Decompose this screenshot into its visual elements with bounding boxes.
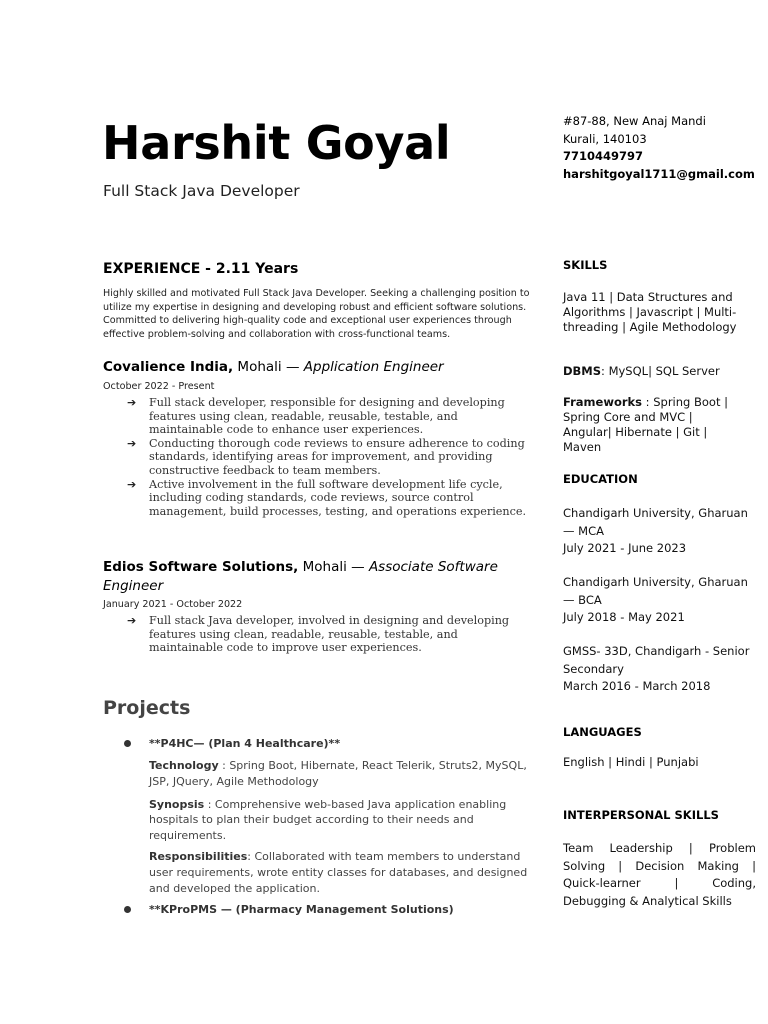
job-entry [103, 558, 510, 655]
project-synopsis: Synopsis : Comprehensive web-based Java application enabling hospitals to plan their budget according to their needs and requirements. [149, 797, 507, 843]
arrow-icon: ➔ [127, 614, 137, 627]
job-title: Full Stack Java Developer [103, 182, 300, 200]
job-company: Covalience India, [103, 359, 234, 375]
email-address: harshitgoyal1711@gmail.com [563, 166, 755, 181]
project-responsibilities: Responsibilities: Collaborated with team members to understand user requirements, wrote entity classes for databases, and designed and developed the application. [149, 849, 528, 895]
education-heading: EDUCATION [563, 472, 638, 486]
job-role: Associate Software Engineer [103, 559, 498, 594]
arrow-icon: ➔ [127, 477, 137, 491]
arrow-icon: ➔ [127, 396, 137, 409]
job-bullets [103, 614, 533, 655]
skills-heading: SKILLS [563, 258, 608, 272]
job-heading [103, 558, 503, 596]
project-item [103, 737, 533, 896]
job-bullets [103, 396, 533, 518]
job-entry [103, 358, 533, 518]
job-company: Edios Software Solutions, [103, 559, 299, 575]
education-dates: March 2016 - March 2018 [563, 679, 711, 693]
job-dates: October 2022 - Present [103, 381, 215, 392]
job-location: Mohali — [233, 359, 304, 375]
job-heading [103, 358, 533, 377]
arrow-icon: ➔ [127, 436, 137, 450]
interpersonal-heading: INTERPERSONAL SKILLS [563, 808, 719, 822]
job-dates: January 2021 - October 2022 [103, 599, 243, 610]
job-bullet: ➔ Full stack Java developer, involved in designing and developing features using clean, readable, reusable, testable, and maintainable code to improve user experiences. [127, 614, 510, 655]
experience-heading: EXPERIENCE - 2.11 Years [103, 261, 299, 277]
job-location: Mohali — [298, 559, 369, 575]
education-dates: July 2018 - May 2021 [563, 610, 685, 624]
job-bullet: ➔ Full stack developer, responsible for designing and developing features using clean, readable, reusable, testable, and maintainable code to enhance user experiences. [127, 396, 505, 437]
projects-heading: Projects [103, 697, 191, 719]
skills-languages: Java 11 | Data Structures and Algorithms | Javascript | Multi-threading | Agile Methodology [563, 290, 737, 334]
address-line-2: Kurali, 140103 [563, 131, 647, 146]
languages-list: English | Hindi | Punjabi [563, 755, 699, 769]
experience-summary: Highly skilled and motivated Full Stack Java Developer. Seeking a challenging position to utilize my expertise in designing and developing robust and efficient software solutions. Committed to delivering high-quality code and exceptional user experiences through effective problem-solving and collaboration with cross-functional teams. [103, 288, 530, 340]
education-school: Chandigarh University, Gharuan — MCA [563, 506, 748, 538]
education-entry [563, 643, 758, 696]
contact-block [563, 113, 755, 183]
projects-list [103, 737, 533, 916]
phone-number: 7710449797 [563, 149, 644, 163]
bullet-dot-icon [124, 740, 131, 747]
education-school: GMSS- 33D, Chandigarh - Senior Secondary [563, 644, 750, 676]
address-line-1: #87-88, New Anaj Mandi [563, 114, 706, 128]
job-role: Application Engineer [303, 359, 444, 375]
education-entry [563, 505, 758, 558]
skills-frameworks: Frameworks : Spring Boot | Spring Core and MVC | Angular| Hibernate | Git | Maven [563, 395, 728, 454]
job-bullet: ➔ Active involvement in the full software development life cycle, including coding standards, code reviews, source control management, build processes, testing, and operations experience. [127, 477, 527, 518]
bullet-dot-icon [124, 906, 131, 913]
job-bullet: ➔ Conducting thorough code reviews to ensure adherence to coding standards, identifying areas for improvement, and providing constructive feedback to team members. [127, 436, 525, 477]
project-title: **KProPMS — (Pharmacy Management Solutions) [149, 903, 454, 917]
project-technology: Technology : Spring Boot, Hibernate, React Telerik, Struts2, MySQL, JSP, JQuery, Agile Methodology [149, 759, 527, 788]
candidate-name: Harshit Goyal [102, 116, 451, 170]
skills-dbms: DBMS: MySQL| SQL Server [563, 364, 720, 378]
project-item [103, 903, 533, 916]
education-dates: July 2021 - June 2023 [563, 541, 687, 555]
education-entry [563, 574, 758, 627]
interpersonal-skills: Team Leadership | Problem Solving | Decision Making | Quick-learner | Coding, Debugging & Analytical Skills [563, 841, 756, 908]
project-title: **P4HC— (Plan 4 Healthcare)** [149, 737, 341, 750]
languages-heading: LANGUAGES [563, 725, 642, 739]
education-school: Chandigarh University, Gharuan — BCA [563, 575, 748, 607]
